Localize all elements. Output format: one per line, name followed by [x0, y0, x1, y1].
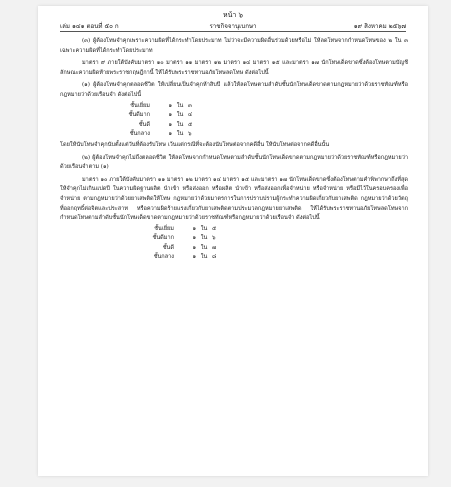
ratio-word: ใน: [176, 112, 184, 119]
reduction-table-2: [134, 225, 408, 263]
table-row: [134, 225, 408, 235]
paragraph-clause-1: (๑) ผู้ต้องโทษจำคุกตลอดชีวิต ให้เปลี่ยนเป็นจำคุกห้าสิบปี แล้วให้ลดโทษตามลำดับชั้นนักโทษเด็ดขาดตามกฎหมายว่าด้วยราชทัณฑ์หรือกฎหมายว่าด้วยเรือนจำ ดังต่อไปนี้: [60, 82, 408, 98]
gazette-title: ราชกิจจานุเบกษา: [209, 23, 257, 30]
paragraph-section-10: มาตรา ๑๐ ภายใต้บังคับมาตรา ๑๑ มาตรา ๑๒ มาตรา ๑๔ มาตรา ๑๕ และมาตรา ๑๗ นักโทษเด็ดขาดซึ่งต้องโทษตามคำพิพากษาถึงที่สุดให้จำคุกไม่เกินแปดปี ในความผิดฐานผลิต นำเข้า หรือส่งออก หรือผลิต นำเข้า หรือส่งออกเพื่อจำหน่าย หรือจำหน่าย หรือมีไว้ในครอบครองเพื่อจำหน่าย ตามกฎหมายว่าด้วยยาเสพติดให้โทษ กฎหมายว่าด้วยมาตรการในการปราบปรามผู้กระทำความผิดเกี่ยวกับยาเสพติด กฎหมายว่าด้วยวัตถุที่ออกฤทธิ์ต่อจิตและประสาท หรือความผิดร้ายแรงเกี่ยวกับยาเสพติดตามประมวลกฎหมายยาเสพติด ให้ได้รับพระราชทานอภัยโทษลดโทษจากกำหนดโทษตามลำดับชั้นนักโทษเด็ดขาดตามกฎหมายว่าด้วยราชทัณฑ์หรือกฎหมายว่าด้วยเรือนจำ ดังต่อไปนี้: [60, 176, 408, 222]
ratio-word: ใน: [200, 225, 208, 232]
ratio-word: ใน: [176, 102, 184, 109]
document-body: [60, 37, 408, 264]
class-label: ชั้นดีมาก: [152, 235, 174, 242]
paragraph-clause-3: (๓) ผู้ต้องโทษจำคุกเพราะความผิดที่ได้กระทำโดยประมาท ไม่ว่าจะมีความผิดอื่นร่วมด้วยหรือไม่ ให้ลดโทษจากกำหนดโทษของ ๒ ใน ๓ เฉพาะความผิดที่ได้กระทำโดยประมาท: [60, 38, 408, 54]
ratio-denominator: ๓: [188, 102, 192, 109]
class-label: ชั้นเยี่ยม: [154, 225, 174, 232]
ratio-word: ใน: [176, 121, 184, 128]
ratio-word: ใน: [200, 244, 208, 251]
paragraph-counting: โดยให้นับโทษจำคุกนับตั้งแต่วันที่ต้องรับโทษ เว้นแต่กรณีที่จะต้องนับโทษต่อจากคดีอื่น ให้นับโทษต่อจากคดีอื่นนั้น: [60, 141, 330, 148]
table-row: [110, 121, 408, 131]
class-label: ชั้นกลาง: [153, 254, 174, 261]
class-label: ชั้นดี: [138, 121, 150, 128]
table-row: [134, 244, 408, 254]
ratio-word: ใน: [176, 131, 184, 138]
gazette-date: ๑๙ สิงหาคม ๒๕๖๗: [353, 23, 406, 30]
class-label: ชั้นดีมาก: [128, 112, 150, 119]
class-label: ชั้นดี: [162, 244, 174, 251]
table-row: [134, 253, 408, 263]
table-row: [110, 130, 408, 140]
paragraph-section-9: มาตรา ๙ ภายใต้บังคับมาตรา ๑๐ มาตรา ๑๑ มาตรา ๑๒ มาตรา ๑๔ มาตรา ๑๕ และมาตรา ๑๗ นักโทษเด็ดขาดซึ่งต้องโทษตามบัญชีลักษณะความผิดท้ายพระราชกฤษฎีกานี้ ให้ได้รับพระราชทานอภัยโทษลดโทษ ดังต่อไปนี้: [60, 60, 408, 76]
paragraph-clause-2: (๒) ผู้ต้องโทษจำคุกไม่ถึงตลอดชีวิต ให้ลดโทษจากกำหนดโทษตามลำดับชั้นนักโทษเด็ดขาดตามกฎหมายว่าด้วยราชทัณฑ์หรือกฎหมายว่าด้วยเรือนจำตาม (๑): [60, 154, 408, 171]
ratio-numerator: ๑: [192, 235, 196, 242]
ratio-denominator: ๖: [212, 235, 216, 242]
ratio-numerator: ๑: [168, 102, 172, 109]
header-rule: [60, 31, 406, 32]
page-number: หน้า ๖: [223, 11, 243, 19]
class-label: ชั้นเยี่ยม: [130, 102, 150, 109]
ratio-word: ใน: [200, 254, 208, 261]
gazette-volume: เล่ม ๑๔๑ ตอนที่ ๕๐ ก: [60, 23, 119, 30]
ratio-numerator: ๑: [192, 254, 196, 261]
reduction-table-1: [110, 102, 408, 140]
ratio-numerator: ๑: [168, 121, 172, 128]
document-page: [38, 6, 428, 476]
ratio-denominator: ๕: [188, 121, 193, 128]
table-row: [110, 102, 408, 112]
ratio-numerator: ๑: [168, 131, 172, 138]
ratio-numerator: ๑: [192, 244, 196, 251]
ratio-denominator: ๗: [212, 244, 217, 251]
ratio-denominator: ๕: [212, 225, 217, 232]
ratio-denominator: ๔: [188, 112, 193, 119]
table-row: [134, 234, 408, 244]
ratio-denominator: ๘: [212, 254, 217, 261]
class-label: ชั้นกลาง: [129, 131, 150, 138]
ratio-word: ใน: [200, 235, 208, 242]
ratio-denominator: ๖: [188, 131, 192, 138]
table-row: [110, 111, 408, 121]
ratio-numerator: ๑: [192, 225, 196, 232]
ratio-numerator: ๑: [168, 112, 172, 119]
